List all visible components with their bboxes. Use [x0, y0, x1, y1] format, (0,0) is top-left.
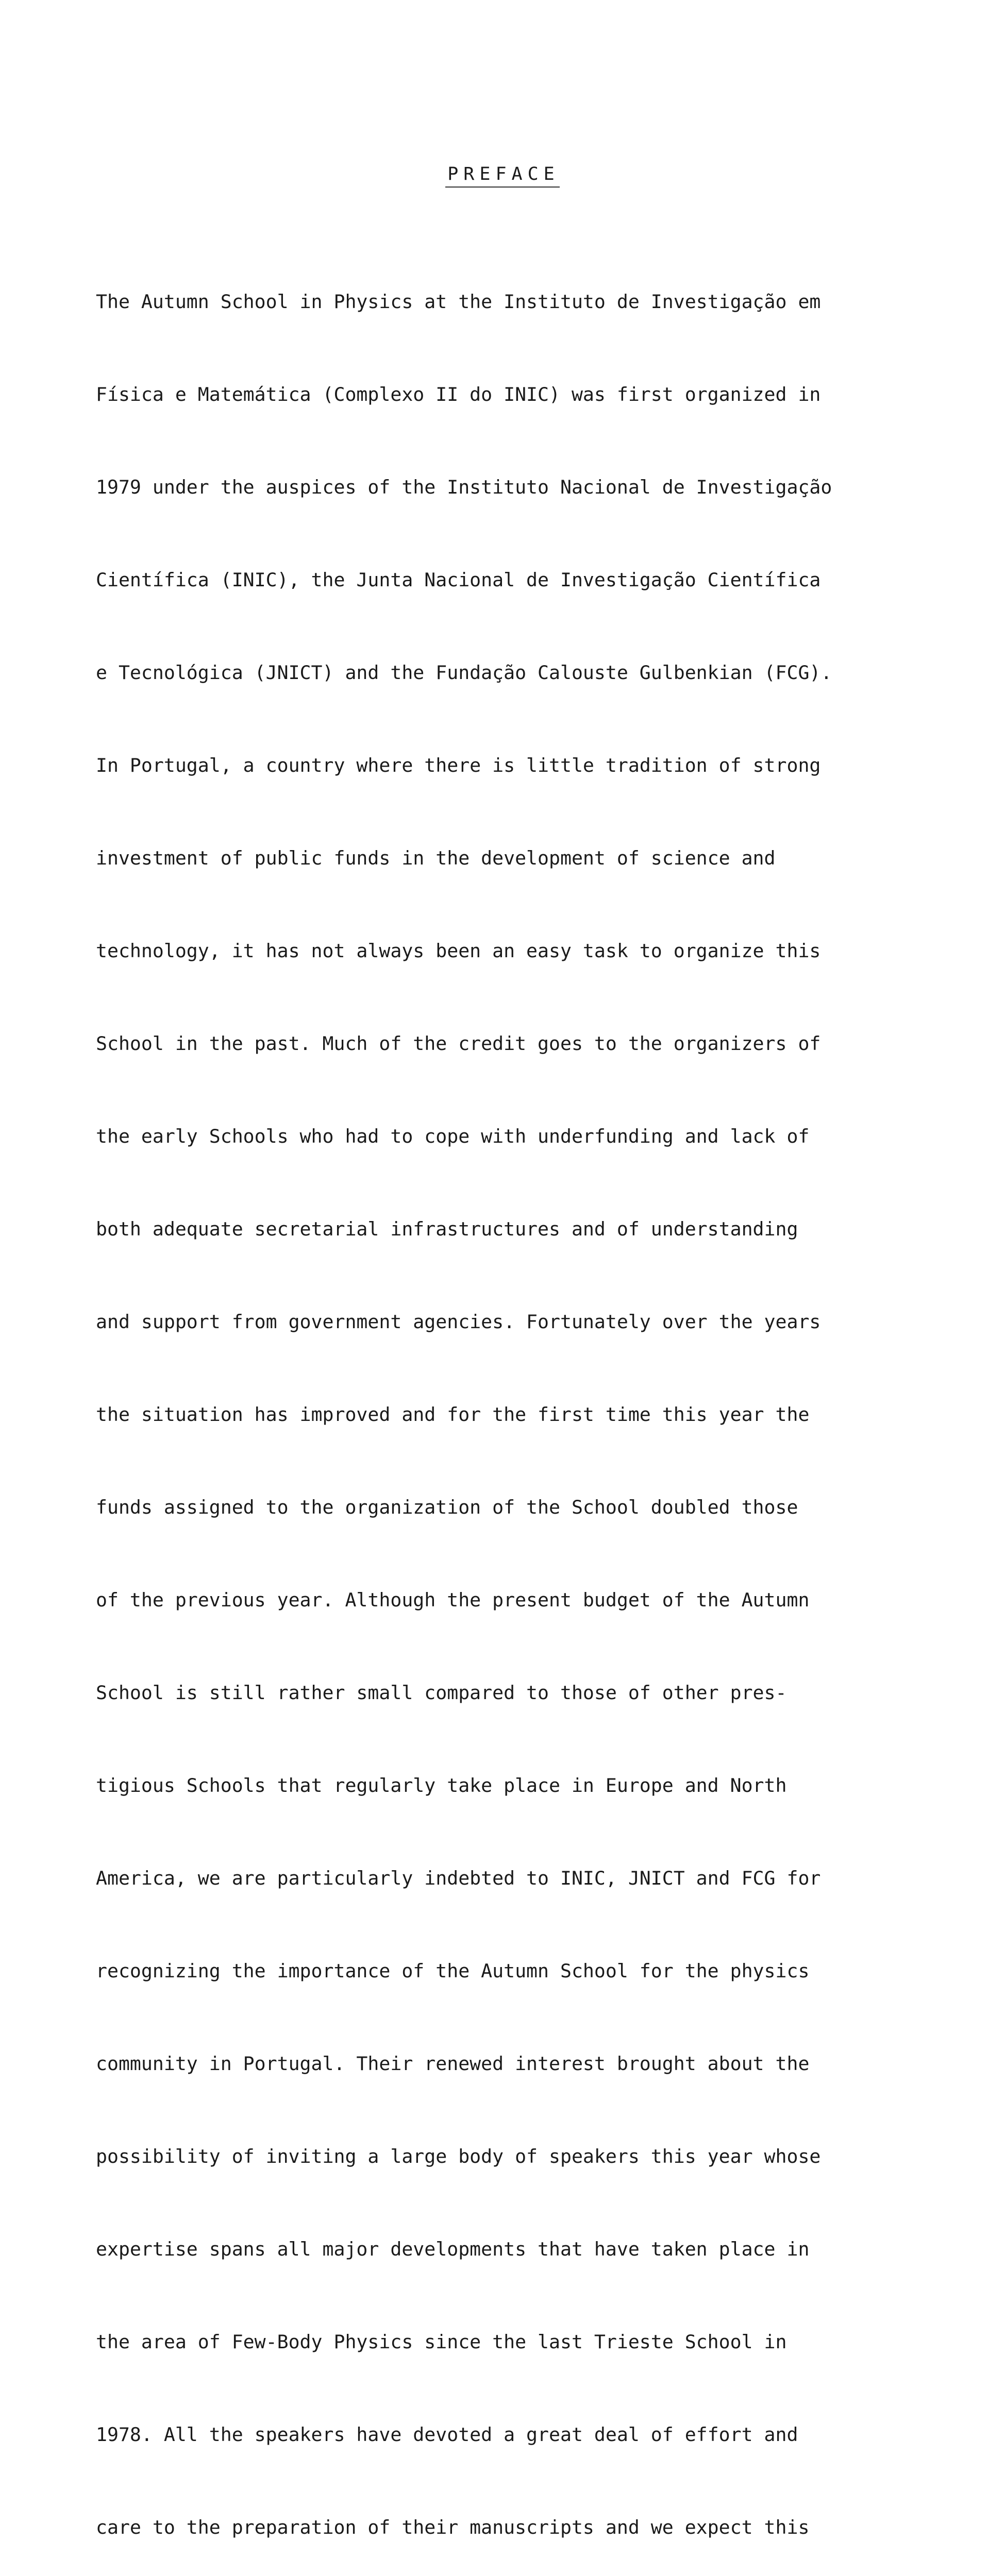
text-line: the early Schools who had to cope with underfunding and lack of: [96, 1125, 810, 1147]
text-line: 1978. All the speakers have devoted a great deal of effort and: [96, 2424, 798, 2446]
text-line: investment of public funds in the development of science and: [96, 847, 776, 869]
text-line: community in Portugal. Their renewed interest brought about the: [96, 2053, 810, 2075]
page-title-text: PREFACE: [445, 164, 560, 188]
page-title: [0, 164, 1005, 184]
text-line: School in the past. Much of the credit goes to the organizers of: [96, 1032, 821, 1055]
text-line: America, we are particularly indebted to INIC, JNICT and FCG for: [96, 1867, 821, 1889]
text-line: possibility of inviting a large body of speakers this year whose: [96, 2145, 821, 2167]
text-line: the area of Few-Body Physics since the last Trieste School in: [96, 2331, 787, 2353]
text-line: The Autumn School in Physics at the Instituto de Investigação em: [96, 291, 821, 313]
text-line: Científica (INIC), the Junta Nacional de Investigação Científica: [96, 569, 821, 591]
text-line: School is still rather small compared to those of other pres-: [96, 1682, 787, 1704]
text-line: the situation has improved and for the first time this year the: [96, 1403, 810, 1426]
text-line: care to the preparation of their manuscripts and we expect this: [96, 2516, 810, 2538]
text-line: technology, it has not always been an easy task to organize this: [96, 940, 821, 962]
text-line: expertise spans all major developments that have taken place in: [96, 2238, 810, 2260]
preface-body: [96, 225, 972, 2576]
text-line: In Portugal, a country where there is little tradition of strong: [96, 754, 821, 776]
text-line: and support from government agencies. Fortunately over the years: [96, 1311, 821, 1333]
text-line: of the previous year. Although the present budget of the Autumn: [96, 1589, 810, 1611]
text-line: funds assigned to the organization of the School doubled those: [96, 1496, 798, 1518]
text-line: both adequate secretarial infrastructures and of understanding: [96, 1218, 798, 1240]
text-line: Física e Matemática (Complexo II do INIC) was first organized in: [96, 383, 821, 405]
text-line: 1979 under the auspices of the Instituto Nacional de Investigação: [96, 476, 832, 498]
text-line: recognizing the importance of the Autumn School for the physics: [96, 1960, 810, 1982]
text-line: tigious Schools that regularly take place in Europe and North: [96, 1774, 787, 1797]
text-line: e Tecnológica (JNICT) and the Fundação Calouste Gulbenkian (FCG).: [96, 662, 832, 684]
